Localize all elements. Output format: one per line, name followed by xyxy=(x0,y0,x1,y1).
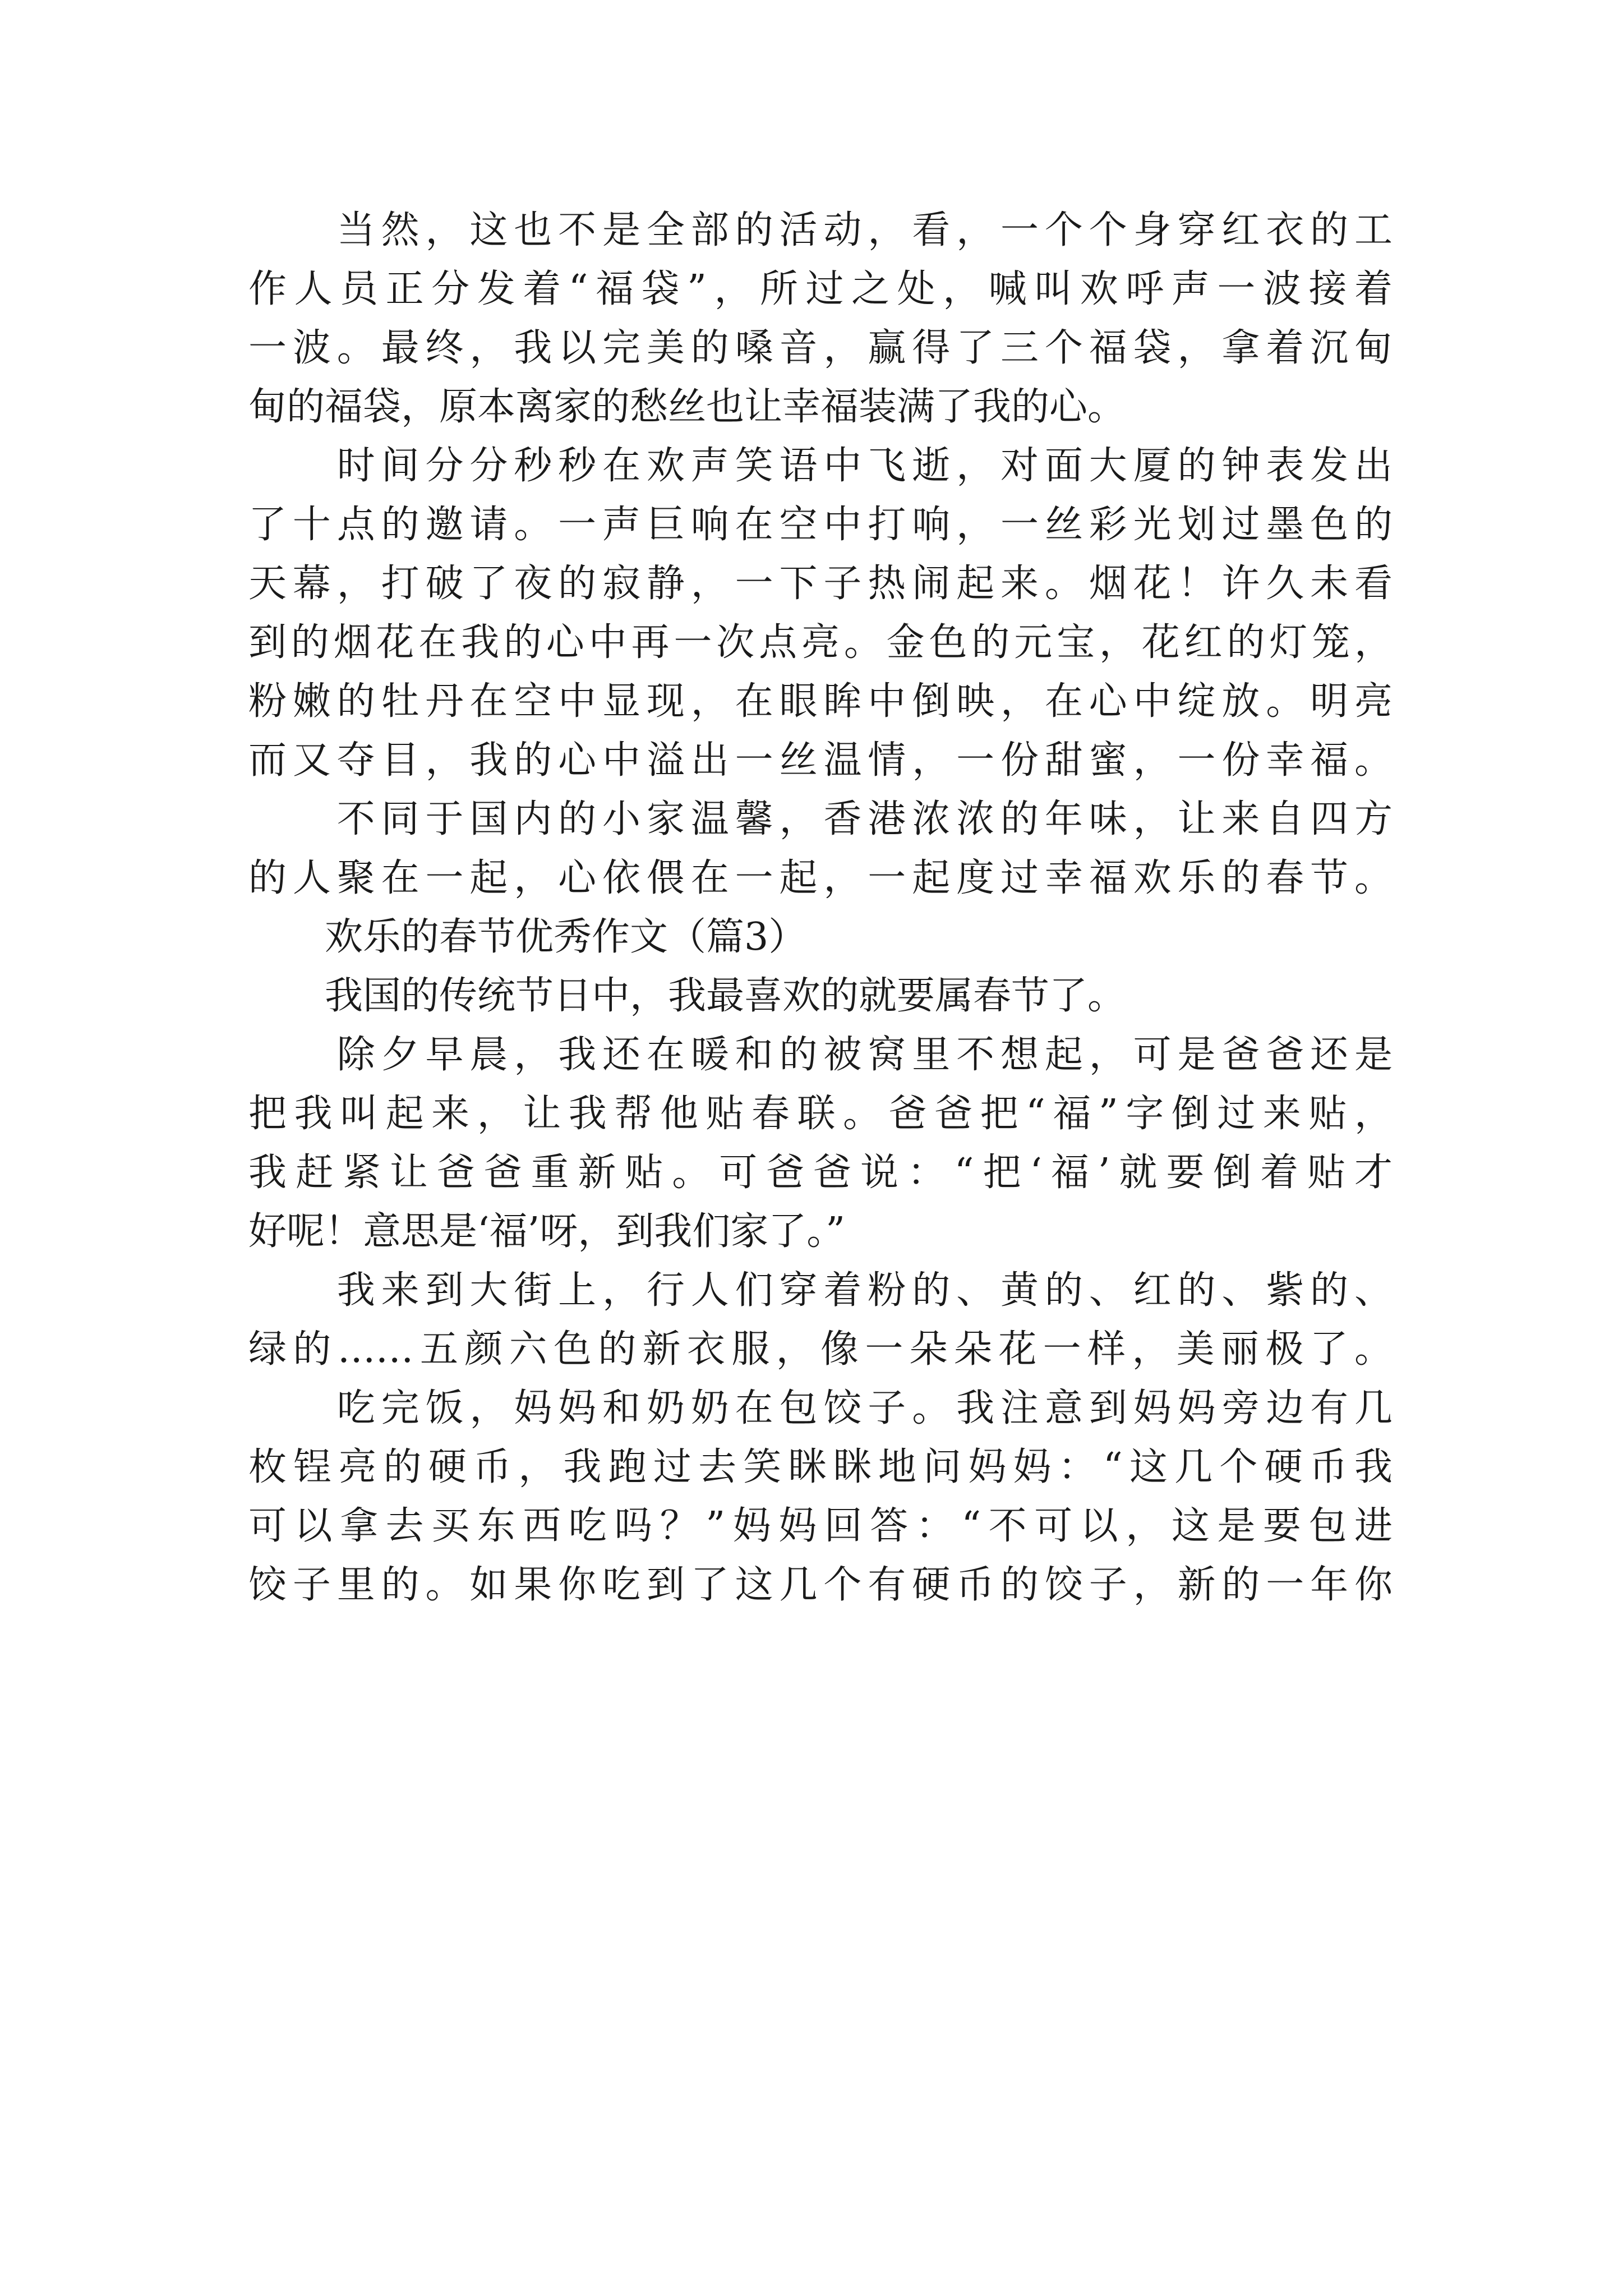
text-line: 枚锃亮的硬币，我跑过去笑眯眯地问妈妈：“这几个硬币我 xyxy=(248,1445,1393,1489)
text-line: 可以拿去买东西吃吗？”妈妈回答：“不可以，这是要包进 xyxy=(248,1504,1393,1548)
text-line: 我来到大街上，行人们穿着粉的、黄的、红的、紫的、 xyxy=(248,1268,1393,1313)
text-line: 的人聚在一起，心依偎在一起，一起度过幸福欢乐的春节。 xyxy=(248,856,1393,900)
text-line: 而又夺目，我的心中溢出一丝温情，一份甜蜜，一份幸福。 xyxy=(248,738,1393,783)
text-line: 除夕早晨，我还在暖和的被窝里不想起，可是爸爸还是 xyxy=(248,1033,1393,1077)
text-line: 我赶紧让爸爸重新贴。可爸爸说：“把‘福’就要倒着贴才 xyxy=(248,1151,1393,1195)
text-line: 时间分分秒秒在欢声笑语中飞逝，对面大厦的钟表发出 xyxy=(248,444,1393,488)
text-line: 当然，这也不是全部的活动，看，一个个身穿红衣的工 xyxy=(248,208,1393,252)
text-line: 粉嫩的牡丹在空中显现，在眼眸中倒映，在心中绽放。明亮 xyxy=(248,679,1393,724)
text-line: 不同于国内的小家温馨，香港浓浓的年味，让来自四方 xyxy=(248,797,1393,841)
text-line: 一波。最终，我以完美的嗓音，赢得了三个福袋，拿着沉甸 xyxy=(248,326,1393,370)
text-line: 绿的……五颜六色的新衣服，像一朵朵花一样，美丽极了。 xyxy=(248,1327,1393,1372)
text-line: 饺子里的。如果你吃到了这几个有硬币的饺子，新的一年你 xyxy=(248,1563,1393,1607)
text-line: 我国的传统节日中，我最喜欢的就要属春节了。 xyxy=(248,974,1126,1018)
text-line: 了十点的邀请。一声巨响在空中打响，一丝彩光划过墨色的 xyxy=(248,503,1393,547)
section-heading: 欢乐的春节优秀作文（篇3） xyxy=(248,915,807,959)
text-line: 到的烟花在我的心中再一次点亮。金色的元宝，花红的灯笼， xyxy=(248,620,1393,665)
text-line: 把我叫起来，让我帮他贴春联。爸爸把“福”字倒过来贴， xyxy=(248,1092,1393,1136)
text-line: 甸的福袋，原本离家的愁丝也让幸福装满了我的心。 xyxy=(248,385,1126,429)
text-line: 作人员正分发着“福袋”，所过之处，喊叫欢呼声一波接着 xyxy=(248,267,1393,311)
text-line: 吃完饭，妈妈和奶奶在包饺子。我注意到妈妈旁边有几 xyxy=(248,1386,1393,1430)
text-line: 好呢！意思是‘福’呀，到我们家了。” xyxy=(248,1209,845,1254)
essay-text xyxy=(248,201,1393,1614)
text-line: 天幕，打破了夜的寂静，一下子热闹起来。烟花！许久未看 xyxy=(248,562,1393,606)
